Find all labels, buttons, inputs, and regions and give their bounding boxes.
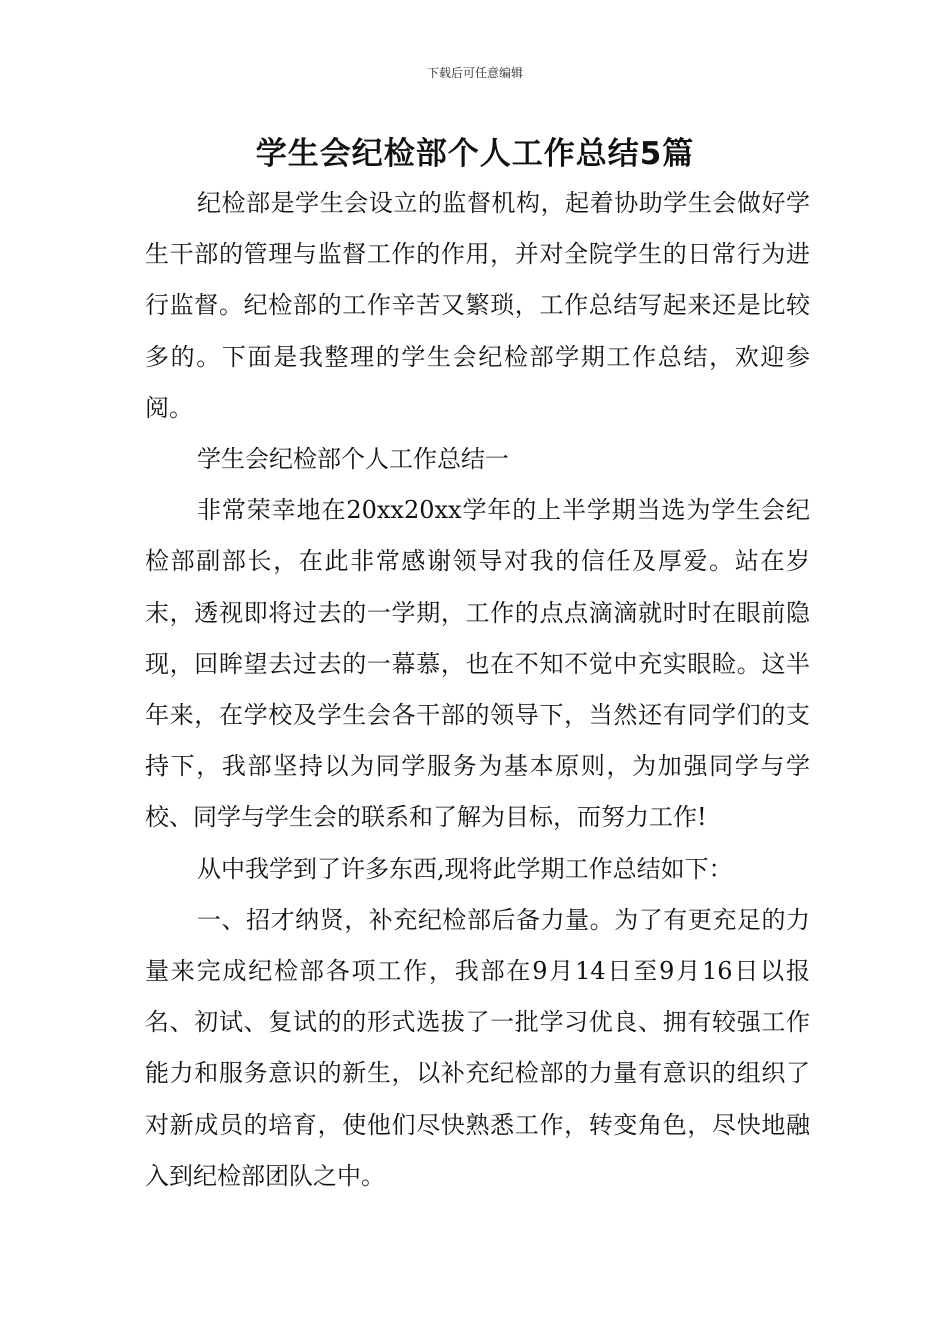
paragraph-2: 从中我学到了许多东西,现将此学期工作总结如下： [197,854,733,883]
paragraph-1: 非常荣幸地在20xx20xx学年的上半学期当选为学生会纪检部副部长，在此非常感谢领导对我的信任及厚爱。站在岁末，透视即将过去的一学期，工作的点点滴滴就时时在眼前隐现，回眸望去过去的一幕慕，也在不知不觉中充实眼睑。这半年来，在学校及学生会各干部的领导下，当然还有同学们的支持下，我部坚持以为同学服务为基本原则，为加强同学与学校、同学与学生会的联系和了解为目标，而努力工作! [145,496,810,832]
section-heading: 学生会纪检部个人工作总结一 [197,445,509,474]
paragraph-3: 一、招才纳贤，补充纪检部后备力量。为了有更充足的力量来完成纪检部各项工作，我部在9月14日至9月16日以报名、初试、复试的的形式选拔了一批学习优良、拥有较强工作能力和服务意识的新生，以补充纪检部的力量有意识的组织了对新成员的培育，使他们尽快熟悉工作，转变角色，尽快地融入到纪检部团队之中。 [145,905,810,1190]
paragraph-intro: 纪检部是学生会设立的监督机构，起着协助学生会做好学生干部的管理与监督工作的作用，并对全院学生的日常行为进行监督。纪检部的工作辛苦又繁琐，工作总结写起来还是比较多的。下面是我整理的学生会纪检部学期工作总结，欢迎参阅。 [145,189,810,422]
document-body [145,178,810,1202]
document-title: 学生会纪检部个人工作总结5篇 [255,136,695,172]
header-note: 下载后可任意编辑 [426,66,523,80]
